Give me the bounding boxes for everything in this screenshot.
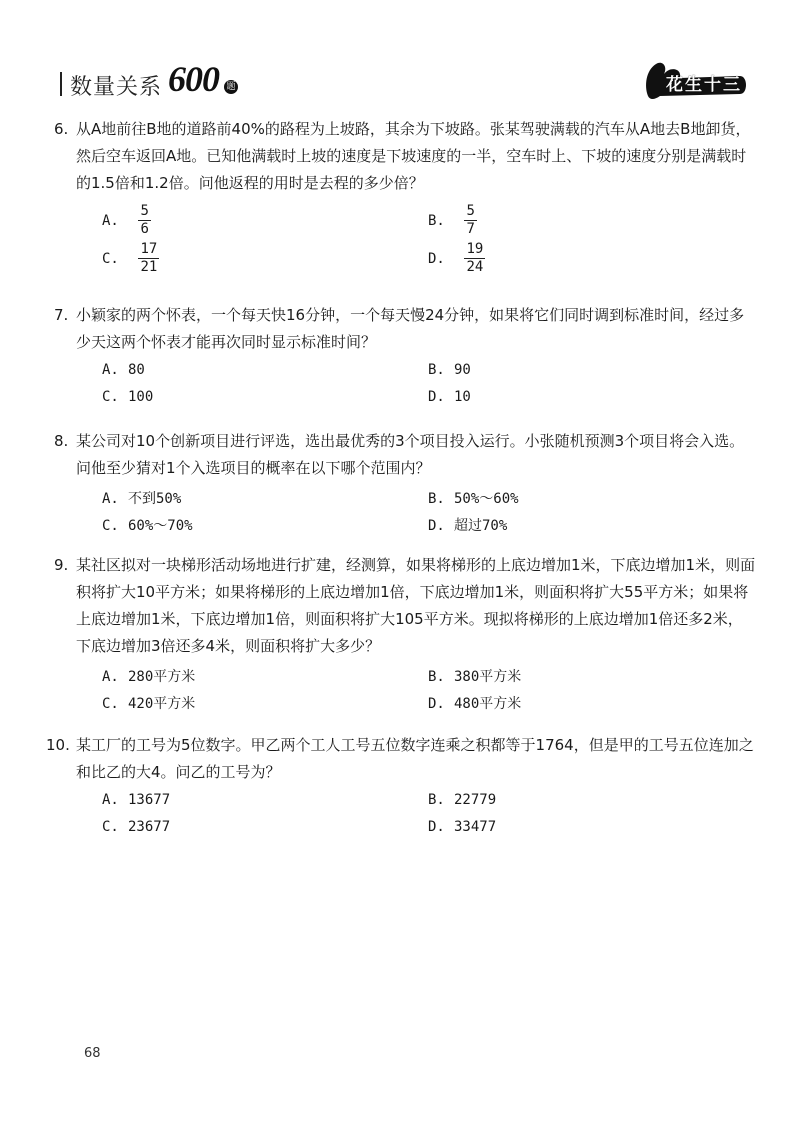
options	[76, 201, 756, 279]
fraction: $\frac{5}{7}$	[466, 203, 475, 237]
question-8	[54, 428, 756, 542]
option-a[interactable]: A. $\frac{5}{6}$	[102, 203, 149, 237]
question-text: 某社区拟对一块梯形活动场地进行扩建，经测算，如果将梯形的上底边增加1米，下底边增加1米，则面积将扩大10平方米；如果将梯形的上底边增加1倍，下底边增加1米，则面积将扩大55平方米；如果将上底边增加1米，下底边增加1倍，则面积将扩大105平方米。现拟将梯形的上底边增加1倍还多2米，下底边增加3倍还多4米，则面积将扩大多少？	[76, 556, 756, 655]
publisher-logo	[640, 58, 750, 102]
fraction: $\frac{19}{24}$	[466, 241, 484, 275]
fraction: $\frac{17}{21}$	[140, 241, 158, 275]
option-a[interactable]: A. 80	[102, 362, 145, 378]
option-b[interactable]: B. 22779	[428, 792, 497, 808]
option-c[interactable]: C. 23677	[102, 819, 171, 835]
logo-text: 花生十三	[666, 75, 742, 95]
question-stem	[54, 302, 756, 356]
question-stem	[54, 116, 756, 197]
question-number: 7.	[54, 306, 69, 324]
option-c[interactable]: C. $\frac{17}{21}$	[102, 241, 158, 275]
question-text: 从A地前往B地的道路前40%的路程为上坡路，其余为下坡路。张某驾驶满载的汽车从A地去B地卸货，然后空车返回A地。已知他满载时上坡的速度是下坡速度的一半，空车时上、下坡的速度分别是满载时的1.5倍和1.2倍。问他返程的用时是去程的多少倍？	[76, 120, 751, 192]
option-d[interactable]: D. $\frac{19}{24}$	[428, 241, 484, 275]
question-number: 8.	[54, 432, 69, 450]
option-b[interactable]: B. 50%～60%	[428, 491, 519, 507]
option-b[interactable]: B. 380平方米	[428, 669, 522, 685]
question-text: 小颖家的两个怀表，一个每天快16分钟，一个每天慢24分钟，如果将它们同时调到标准时间，经过多少天这两个怀表才能再次同时显示标准时间？	[76, 306, 745, 351]
options	[76, 790, 756, 846]
question-stem	[46, 732, 756, 786]
page-number: 68	[84, 1046, 101, 1061]
fraction: $\frac{5}{6}$	[140, 203, 149, 237]
option-c[interactable]: C. 420平方米	[102, 696, 196, 712]
book-title: 数量关系	[70, 75, 163, 100]
option-a[interactable]: A. 不到50%	[102, 491, 182, 507]
book-title-number: 600	[168, 59, 219, 99]
question-number: 9.	[54, 556, 69, 574]
question-stem	[54, 428, 756, 482]
question-7	[54, 302, 756, 416]
option-d[interactable]: D. 480平方米	[428, 696, 522, 712]
option-a[interactable]: A. 13677	[102, 792, 171, 808]
option-c[interactable]: C. 60%～70%	[102, 518, 193, 534]
question-6	[54, 116, 756, 279]
question-number: 10.	[46, 736, 70, 754]
question-9	[54, 552, 756, 720]
option-a[interactable]: A. 280平方米	[102, 669, 196, 685]
question-text: 某公司对10个创新项目进行评选，选出最优秀的3个项目投入运行。小张随机预测3个项目将会入选。问他至少猜对1个入选项目的概率在以下哪个范围内？	[76, 432, 745, 477]
options	[76, 486, 756, 542]
option-c[interactable]: C. 100	[102, 389, 154, 405]
question-text: 某工厂的工号为5位数字。甲乙两个工人工号五位数字连乘之积都等于1764，但是甲的工号五位连加之和比乙的大4。问乙的工号为？	[76, 736, 754, 781]
option-b[interactable]: B. $\frac{5}{7}$	[428, 203, 475, 237]
option-b[interactable]: B. 90	[428, 362, 471, 378]
question-stem	[54, 552, 756, 660]
book-title-badge: 题	[224, 80, 238, 94]
question-10	[46, 732, 756, 846]
option-d[interactable]: D. 超过70%	[428, 518, 508, 534]
options	[76, 360, 756, 416]
page-header	[60, 58, 750, 98]
question-number: 6.	[54, 120, 69, 138]
header-divider	[60, 72, 62, 96]
option-d[interactable]: D. 10	[428, 389, 471, 405]
options	[76, 664, 756, 720]
option-d[interactable]: D. 33477	[428, 819, 497, 835]
